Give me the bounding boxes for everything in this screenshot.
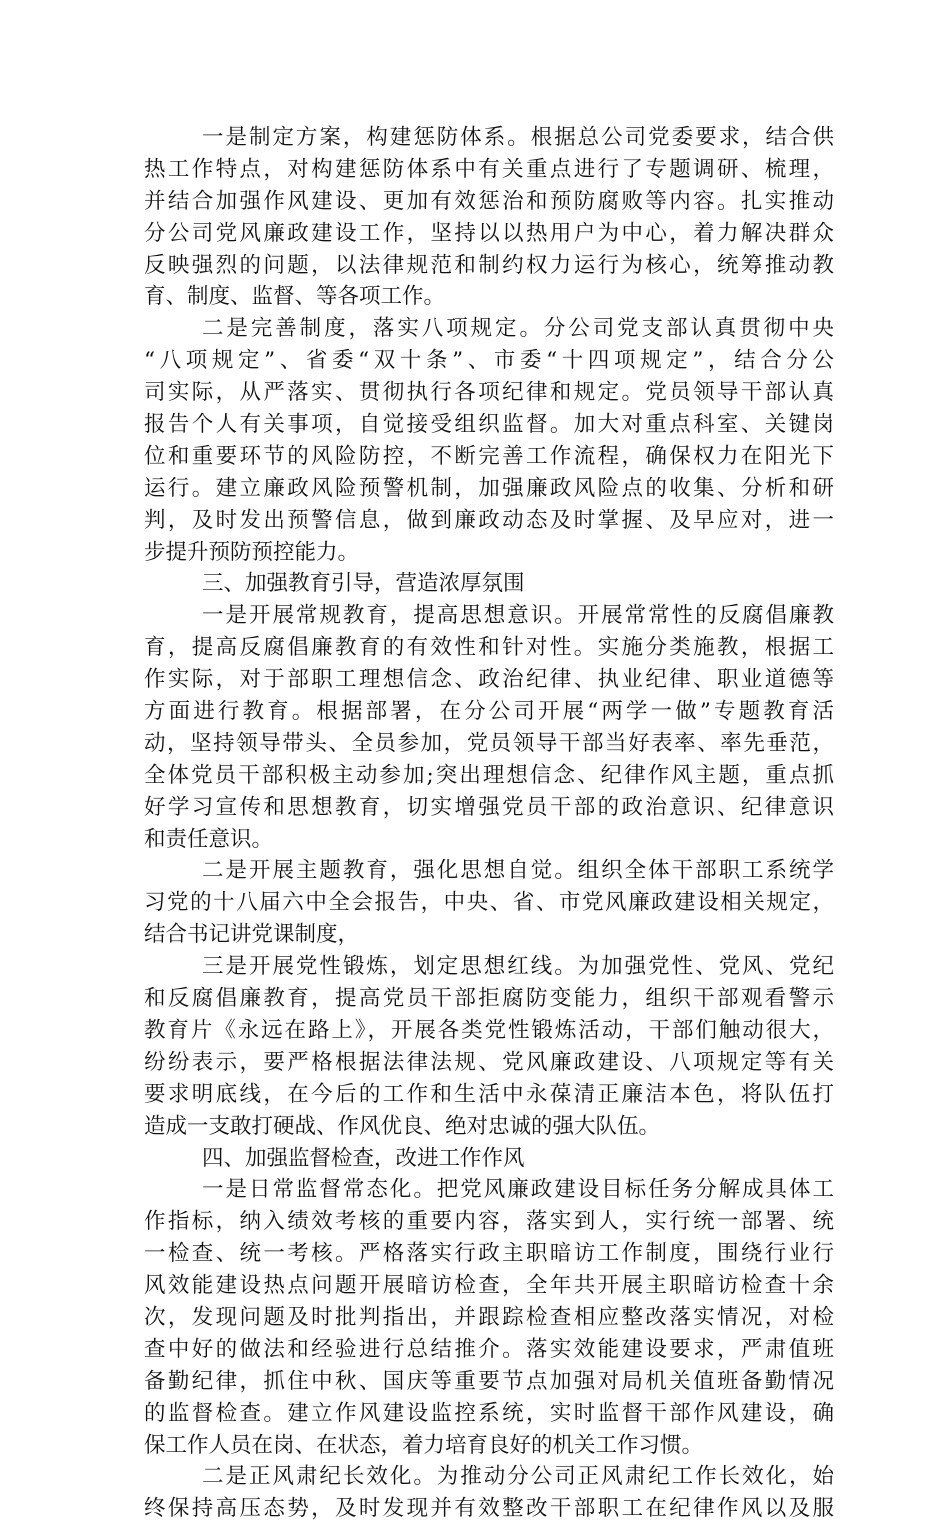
text-line: 三是开展党性锻炼，划定思想红线。为加强党性、党风、党纪 <box>202 954 834 980</box>
text-line: 分公司党风廉政建设工作，坚持以以热用户为中心，着力解决群众 <box>144 220 834 246</box>
text-line: 一是制定方案，构建惩防体系。根据总公司党委要求，结合供 <box>202 125 834 150</box>
text-line: 终保持高压态势，及时发现并有效整改干部职工在纪律作风以及服 <box>144 1496 834 1522</box>
text-line: 一检查、统一考核。严格落实行政主职暗访工作制度，围绕行业行 <box>144 1241 834 1267</box>
text-line: 反映强烈的问题，以法律规范和制约权力运行为核心，统筹推动教 <box>144 252 834 278</box>
text-line: 方面进行教育。根据部署，在分公司开展“两学一做”专题教育活 <box>144 699 834 725</box>
text-line: 习党的十八届六中全会报告，中央、省、市党风廉政建设相关规定， <box>144 890 834 916</box>
text-line: 教育片《永远在路上》，开展各类党性锻炼活动，干部们触动很大， <box>144 1017 834 1043</box>
text-line: 造成一支敢打硬战、作风优良、绝对忠诚的强大队伍。 <box>144 1113 661 1139</box>
text-line: 次，发现问题及时批判指出，并跟踪检查相应整改落实情况，对检 <box>144 1304 834 1330</box>
text-line: 备勤纪律，抓住中秋、国庆等重要节点加强对局机关值班备勤情况 <box>144 1368 834 1394</box>
text-line: 作指标，纳入绩效考核的重要内容，落实到人，实行统一部署、统 <box>144 1209 834 1235</box>
text-line: 并结合加强作风建设、更加有效惩治和预防腐败等内容。扎实推动 <box>144 188 834 214</box>
text-line: 纷纷表示，要严格根据法律法规、党风廉政建设、八项规定等有关 <box>144 1049 834 1075</box>
text-line: 要求明底线，在今后的工作和生活中永葆清正廉洁本色，将队伍打 <box>144 1081 834 1107</box>
text-line: 和责任意识。 <box>144 826 274 852</box>
text-line: 结合书记讲党课制度， <box>144 922 360 948</box>
text-line: 位和重要环节的风险防控，不断完善工作流程，确保权力在阳光下 <box>144 443 834 469</box>
text-line: 司实际，从严落实、贯彻执行各项纪律和规定。党员领导干部认真 <box>144 380 834 406</box>
document-page <box>144 122 834 1525</box>
text-line: 热工作特点，对构建惩防体系中有关重点进行了专题调研、梳理， <box>144 156 834 182</box>
text-line: 作实际，对于部职工理想信念、政治纪律、执业纪律、职业道德等 <box>144 667 834 693</box>
text-line: 育，提高反腐倡廉教育的有效性和针对性。实施分类施教，根据工 <box>144 635 834 661</box>
text-line: 报告个人有关事项，自觉接受组织监督。加大对重点科室、关键岗 <box>144 412 834 438</box>
text-line: 二是完善制度，落实八项规定。分公司党支部认真贯彻中央 <box>202 316 834 342</box>
text-line: 二是开展主题教育，强化思想自觉。组织全体干部职工系统学 <box>202 858 834 884</box>
text-line: 一是开展常规教育，提高思想意识。开展常常性的反腐倡廉教 <box>202 603 834 629</box>
text-line: 查中好的做法和经验进行总结推介。落实效能建设要求，严肃值班 <box>144 1336 834 1362</box>
text-line: 和反腐倡廉教育，提高党员干部拒腐防变能力，组织干部观看警示 <box>144 986 834 1012</box>
text-line: 四、加强监督检查，改进工作作风 <box>202 1145 525 1171</box>
text-line: 保工作人员在岗、在状态，着力培育良好的机关工作习惯。 <box>144 1432 704 1458</box>
text-line: 运行。建立廉政风险预警机制，加强廉政风险点的收集、分析和研 <box>144 475 834 501</box>
text-line: 判，及时发出预警信息，做到廉政动态及时掌握、及早应对，进一 <box>144 507 834 533</box>
text-line: 动，坚持领导带头、全员参加，党员领导干部当好表率、率先垂范， <box>144 730 834 756</box>
text-line: 风效能建设热点问题开展暗访检查，全年共开展主职暗访检查十余 <box>144 1273 834 1299</box>
text-line: 育、制度、监督、等各项工作。 <box>144 284 446 310</box>
text-line: 的监督检查。建立作风建设监控系统，实时监督干部作风建设，确 <box>144 1400 834 1426</box>
text-line: 步提升预防预控能力。 <box>144 539 360 565</box>
text-line: 二是正风肃纪长效化。为推动分公司正风肃纪工作长效化，始 <box>202 1464 834 1490</box>
text-line: 三、加强教育引导，营造浓厚氛围 <box>202 571 525 597</box>
text-line: “八项规定”、省委“双十条”、市委“十四项规定”，结合分公 <box>144 348 834 374</box>
text-line: 全体党员干部积极主动参加;突出理想信念、纪律作风主题，重点抓 <box>144 762 834 788</box>
text-line: 一是日常监督常态化。把党风廉政建设目标任务分解成具体工 <box>202 1177 834 1203</box>
text-line: 好学习宣传和思想教育，切实增强党员干部的政治意识、纪律意识 <box>144 794 834 820</box>
